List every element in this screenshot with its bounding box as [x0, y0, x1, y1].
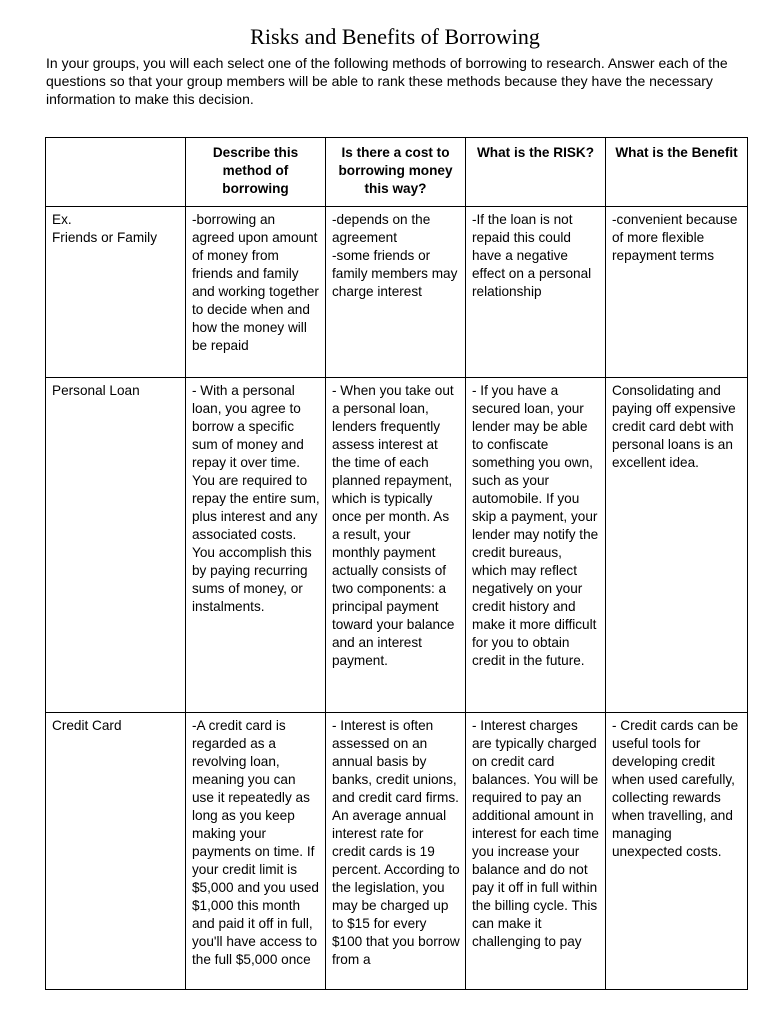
borrowing-table: [45, 137, 748, 990]
intro-paragraph: In your groups, you will each select one of the following methods of borrowing to research. Answer each of the questions so that your group members will be able to rank these methods because they have the necessary information to make this decision.: [46, 55, 728, 107]
header-cell-risk: What is the RISK?: [466, 138, 606, 207]
table-row: [46, 378, 748, 713]
header-cell-describe: Describe this method of borrowing: [186, 138, 326, 207]
describe-cell: -A credit card is regarded as a revolving loan, meaning you can use it repeatedly as long as you keep making your payments on time. If your credit limit is $5,000 and you used $1,000 this month and paid it off in full, you'll have access to the full $5,000 once: [186, 713, 326, 990]
cost-cell: - Interest is often assessed on an annual basis by banks, credit unions, and credit card firms. An average annual interest rate for credit cards is 19 percent. According to the legislation, you may be charged up to $15 for every $100 that you borrow from a: [326, 713, 466, 990]
risk-cell: - Interest charges are typically charged on credit card balances. You will be required to pay an additional amount in interest for each time you increase your balance and do not pay it off in full within the billing cycle. This can make it challenging to pay: [466, 713, 606, 990]
risk-cell: -If the loan is not repaid this could have a negative effect on a personal relationship: [466, 207, 606, 378]
risk-cell: - If you have a secured loan, your lender may be able to confiscate something you own, such as your automobile. If you skip a payment, your lender may notify the credit bureaus, which may reflect negatively on your credit history and make it more difficult for you to obtain credit in the future.: [466, 378, 606, 713]
benefit-cell: -convenient because of more flexible repayment terms: [606, 207, 748, 378]
benefit-cell: Consolidating and paying off expensive credit card debt with personal loans is an excellent idea.: [606, 378, 748, 713]
header-cell-cost: Is there a cost to borrowing money this way?: [326, 138, 466, 207]
header-cell-method: [46, 138, 186, 207]
method-cell: Credit Card: [46, 713, 186, 990]
header-cell-benefit: What is the Benefit: [606, 138, 748, 207]
method-cell: Ex. Friends or Family: [46, 207, 186, 378]
describe-cell: - With a personal loan, you agree to borrow a specific sum of money and repay it over time. You are required to repay the entire sum, plus interest and any associated costs. You accomplish this by paying recurring sums of money, or instalments.: [186, 378, 326, 713]
method-cell: Personal Loan: [46, 378, 186, 713]
describe-cell: -borrowing an agreed upon amount of money from friends and family and working together to decide when and how the money will be repaid: [186, 207, 326, 378]
table-row: [46, 207, 748, 378]
cost-cell: -depends on the agreement -some friends or family members may charge interest: [326, 207, 466, 378]
table-row: [46, 713, 748, 990]
table-header-row: [46, 138, 748, 207]
cost-cell: - When you take out a personal loan, lenders frequently assess interest at the time of each planned repayment, which is typically once per month. As a result, your monthly payment actually consists of two components: a principal payment toward your balance and an interest payment.: [326, 378, 466, 713]
page-bottom-margin: [0, 996, 768, 1024]
benefit-cell: - Credit cards can be useful tools for developing credit when used carefully, collecting rewards when travelling, and managing unexpected costs.: [606, 713, 748, 990]
page-title: Risks and Benefits of Borrowing: [250, 24, 540, 49]
